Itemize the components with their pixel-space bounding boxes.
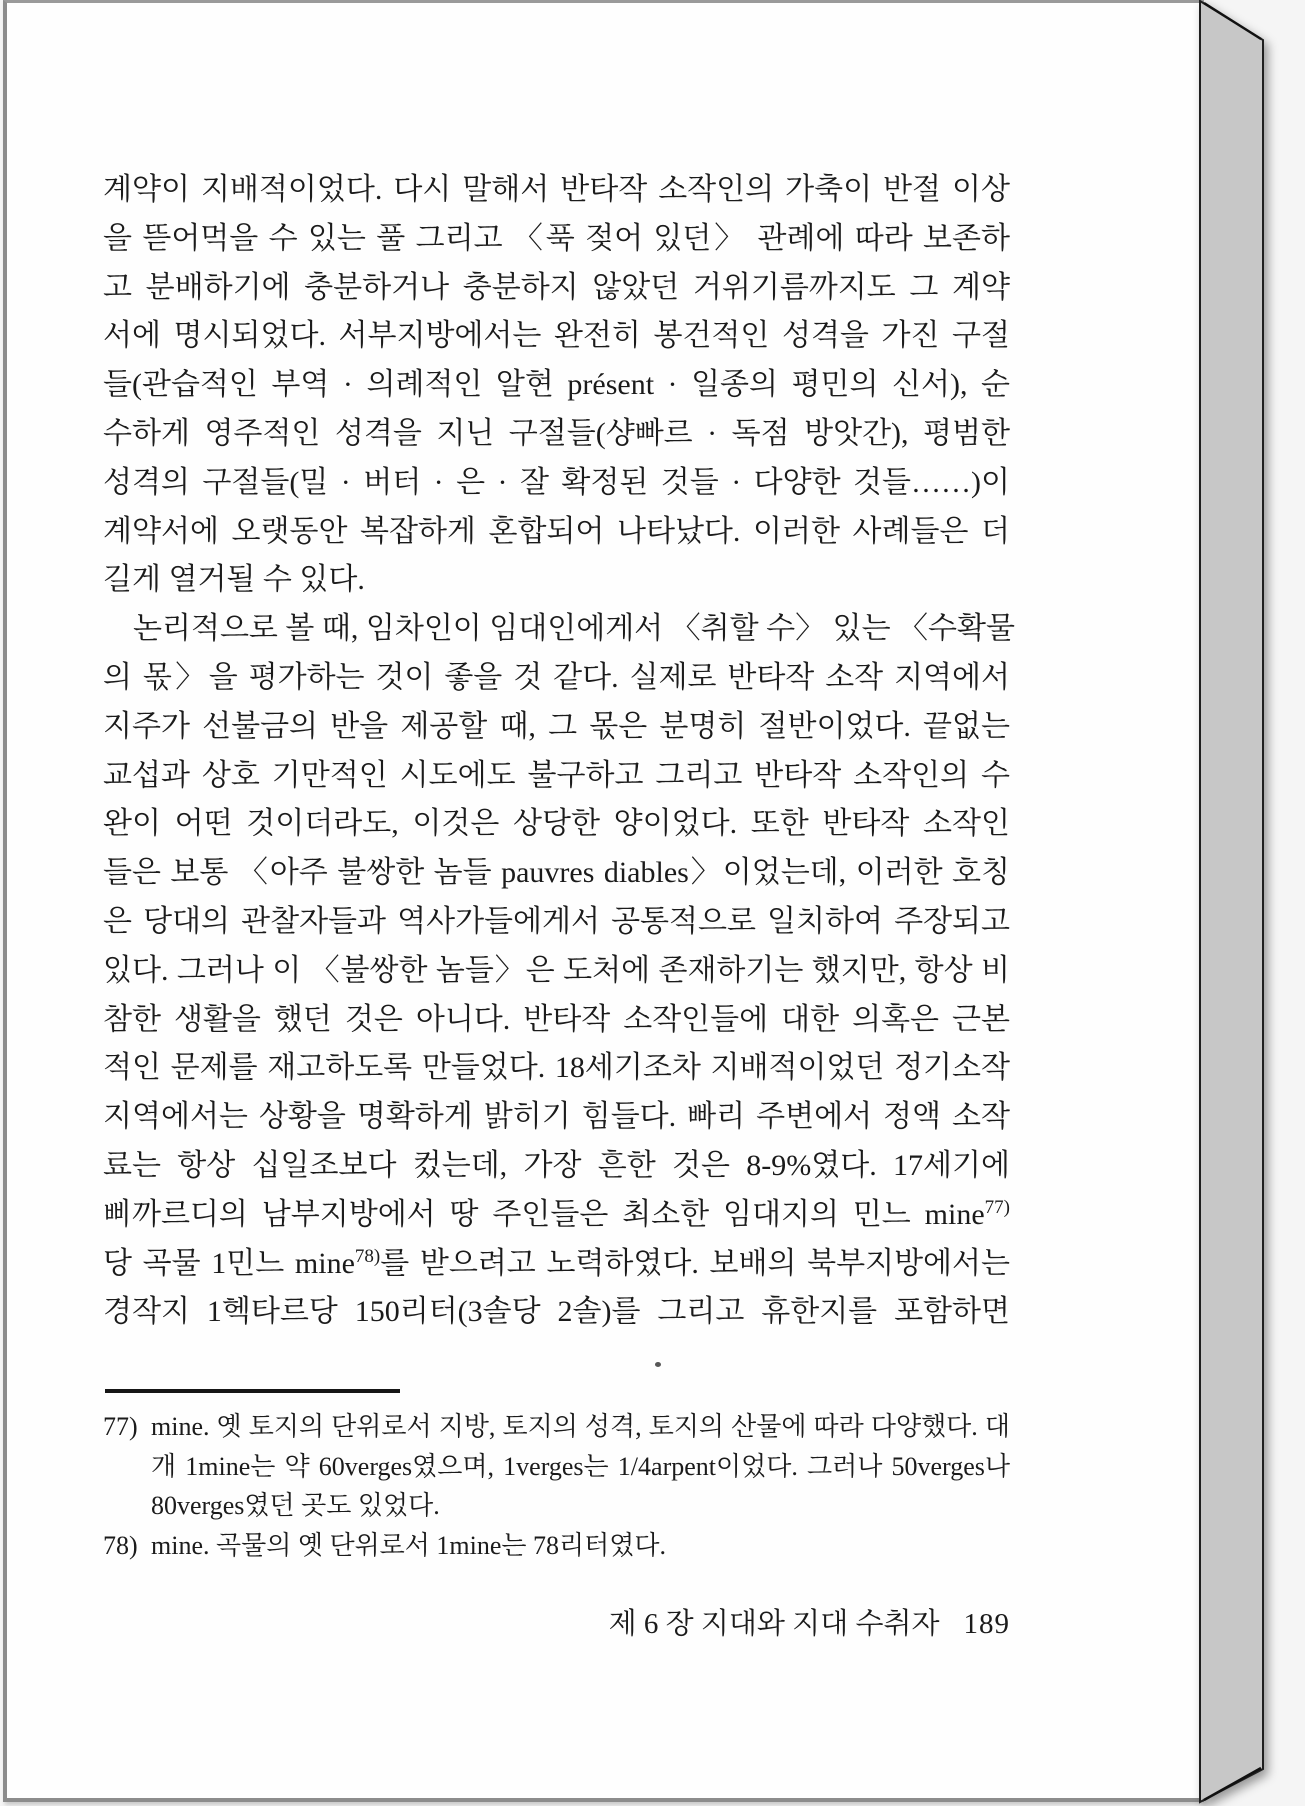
body-line: 참한 생활을 했던 것은 아니다. 반타작 소작인들에 대한 의혹은 근본 xyxy=(103,1002,1010,1036)
body-line: 고 분배하기에 충분하거나 충분하지 않았던 거위기름까지도 그 계약 xyxy=(103,270,1010,304)
body-line-text: 를 받으려고 노력하였다. 보배의 북부지방에서는 xyxy=(380,1246,1010,1280)
body-line: 완이 어떤 것이더라도, 이것은 상당한 양이었다. 또한 반타작 소작인 xyxy=(103,807,1010,841)
body-line: 계약이 지배적이었다. 다시 말해서 반타작 소작인의 가축이 반절 이상 xyxy=(103,173,1010,206)
footnote-ref-78: 78) xyxy=(354,1245,381,1267)
body-paragraph xyxy=(103,166,1015,1337)
footnote-77-continuation: 개 1mine는 약 60verges였으며, 1verges는 1/4arpent이었다. 그러나 50verges나 xyxy=(151,1451,1010,1481)
body-line: 계약서에 오랫동안 복잡하게 혼합되어 나타났다. 이러한 사례들은 더 xyxy=(103,514,1010,548)
footnote-text: mine. 옛 토지의 단위로서 지방, 토지의 성격, 토지의 산물에 따라 다양했다. 대 xyxy=(151,1412,1010,1441)
footnote-separator xyxy=(105,1389,400,1393)
scan-artifact-dot xyxy=(655,1362,661,1367)
page-number: 189 xyxy=(963,1608,1010,1640)
body-line-text: 삐까르디의 남부지방에서 땅 주인들은 최소한 임대지의 민느 mine xyxy=(103,1197,985,1231)
book-page xyxy=(3,0,1204,1802)
body-line-paragraph-start: 논리적으로 볼 때, 임차인이 임대인에게서 〈취할 수〉 있는 〈수확물 xyxy=(133,612,1015,646)
body-line: 성격의 구절들(밀 · 버터 · 은 · 잘 확정된 것들 · 다양한 것들……)이 xyxy=(103,465,1010,499)
footnote-ref-77: 77) xyxy=(984,1196,1010,1218)
page-footer xyxy=(103,1601,1010,1642)
body-line-paragraph-end: 길게 열거될 수 있다. xyxy=(103,563,365,597)
body-line: 은 당대의 관찰자들과 역사가들에게서 공통적으로 일치하여 주장되고 xyxy=(103,904,1010,938)
body-line-with-footnote-ref xyxy=(103,1191,1010,1240)
footnote-text: mine. 곡물의 옛 단위로서 1mine는 78리터였다. xyxy=(151,1530,666,1560)
footnote-marker: 77) xyxy=(103,1412,138,1441)
body-line: 있다. 그러나 이 〈불쌍한 놈들〉은 도처에 존재하기는 했지만, 항상 비 xyxy=(103,953,1010,987)
chapter-title: 제 6 장 지대와 지대 수취자 xyxy=(608,1608,940,1640)
footnote-77-continuation: 80verges였던 곳도 있었다. xyxy=(151,1491,440,1520)
body-line-with-footnote-ref xyxy=(103,1240,1010,1289)
body-line: 들(관습적인 부역 · 의례적인 알현 présent · 일종의 평민의 신서), 순 xyxy=(103,368,1010,402)
body-line: 교섭과 상호 기만적인 시도에도 불구하고 그리고 반타작 소작인의 수 xyxy=(103,758,1010,792)
footnote-78 xyxy=(103,1526,1010,1566)
book-edge-bottom-slant-line xyxy=(1204,1768,1261,1800)
footnote-77 xyxy=(103,1407,1010,1447)
body-line: 들은 보통 〈아주 불쌍한 놈들 pauvres diables〉이었는데, 이러한 호칭 xyxy=(103,856,1010,890)
body-line: 경작지 1헥타르당 150리터(3솔당 2솔)를 그리고 휴한지를 포함하면 xyxy=(103,1295,1010,1329)
body-line: 의 몫〉을 평가하는 것이 좋을 것 같다. 실제로 반타작 소작 지역에서 xyxy=(103,660,1010,694)
body-line: 서에 명시되었다. 서부지방에서는 완전히 봉건적인 성격을 가진 구절 xyxy=(103,319,1010,353)
book-edge-top-slant-line xyxy=(1204,3,1261,39)
body-line-text: 당 곡물 1민느 mine xyxy=(103,1246,355,1280)
book-page-block-side xyxy=(1200,1,1263,1802)
body-line: 적인 문제를 재고하도록 만들었다. 18세기조차 지배적이었던 정기소작 xyxy=(103,1051,1010,1085)
footnotes-block xyxy=(103,1407,1010,1565)
body-line: 지주가 선불금의 반을 제공할 때, 그 몫은 분명히 절반이었다. 끝없는 xyxy=(103,709,1010,743)
body-line: 지역에서는 상황을 명확하게 밝히기 힘들다. 빠리 주변에서 정액 소작 xyxy=(103,1100,1010,1134)
body-line: 료는 항상 십일조보다 컸는데, 가장 흔한 것은 8-9%였다. 17세기에 xyxy=(103,1148,1010,1182)
body-line: 을 뜯어먹을 수 있는 풀 그리고 〈푹 젖어 있던〉 관례에 따라 보존하 xyxy=(103,221,1010,255)
footnote-marker: 78) xyxy=(103,1530,138,1560)
body-line: 수하게 영주적인 성격을 지닌 구절들(샹빠르 · 독점 방앗간), 평범한 xyxy=(103,416,1010,450)
